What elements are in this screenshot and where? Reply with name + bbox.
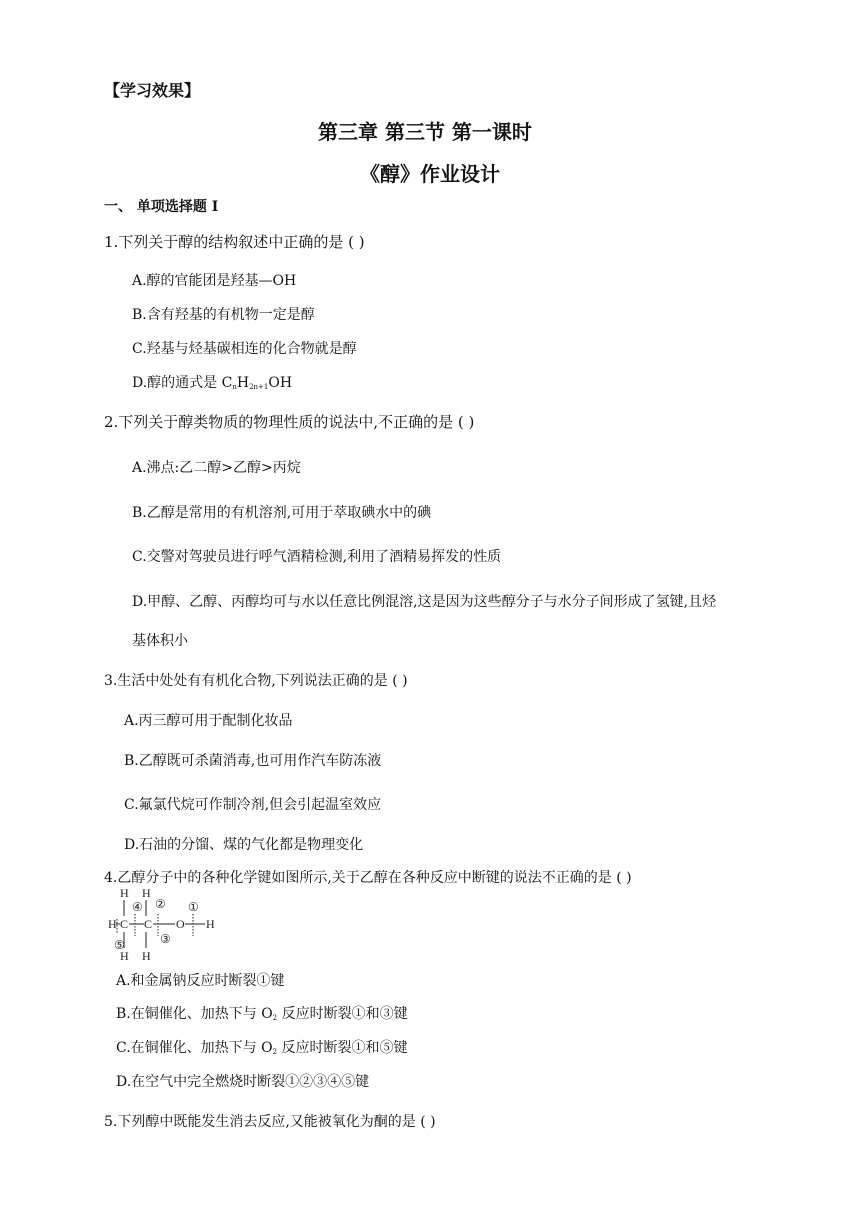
part-heading: 一、 单项选择题 I (104, 199, 219, 215)
question-4-option-c: C.在铜催化、加热下与 $O_2$ 反应时断裂①和⑤键 (116, 1040, 408, 1056)
question-2-option-d-continued: 基体积小 (132, 633, 188, 649)
question-3-option-a: A.丙三醇可用于配制化妆品 (124, 713, 293, 729)
section-tag: 【学习效果】 (104, 81, 201, 100)
question-1-option-b: B.含有羟基的有机物一定是醇 (132, 307, 315, 323)
atom-o: O (176, 917, 185, 931)
question-2-option-a: A.沸点:乙二醇>乙醇>丙烷 (132, 460, 301, 476)
question-2-option-b: B.乙醇是常用的有机溶剂,可用于萃取碘水中的碘 (132, 505, 432, 521)
bond-label-1: ① (188, 900, 199, 914)
question-4-stem: 4.乙醇分子中的各种化学键如图所示,关于乙醇在各种反应中断键的说法不正确的是 ( ) (104, 870, 632, 886)
atom-c-2: C (144, 917, 153, 931)
question-4-option-b: B.在铜催化、加热下与 $O_2$ 反应时断裂①和③键 (116, 1006, 408, 1022)
bond-label-5: ⑤ (114, 938, 125, 952)
page-title: 第三章 第三节 第一课时 (318, 120, 532, 144)
atom-h-top-2: H (142, 886, 151, 900)
atom-h-left: H (108, 917, 117, 931)
bond-label-3: ③ (160, 932, 171, 946)
question-5-stem: 5.下列醇中既能发生消去反应,又能被氧化为酮的是 ( ) (104, 1114, 436, 1130)
question-2-option-d: D.甲醇、乙醇、丙醇均可与水以任意比例混溶,这是因为这些醇分子与水分子间形成了氢键,且烃 (132, 594, 717, 610)
question-4-option-a: A.和金属钠反应时断裂①键 (116, 973, 285, 989)
atom-h-bottom-1: H (120, 949, 129, 962)
question-2-stem: 2.下列关于醇类物质的物理性质的说法中,不正确的是 ( ) (104, 413, 475, 431)
question-1-option-c: C.羟基与烃基碳相连的化合物就是醇 (132, 341, 357, 357)
bond-label-2: ② (155, 897, 166, 911)
atom-h-top-1: H (120, 886, 129, 900)
question-1-option-a: A.醇的官能团是羟基—OH (132, 273, 297, 289)
question-1-stem: 1.下列关于醇的结构叙述中正确的是 ( ) (104, 233, 365, 251)
question-3-stem: 3.生活中处处有有机化合物,下列说法正确的是 ( ) (104, 673, 408, 689)
bond-label-4: ④ (132, 900, 143, 914)
question-4-option-d: D.在空气中完全燃烧时断裂①②③④⑤键 (116, 1074, 370, 1090)
atom-c-1: C (120, 917, 129, 931)
ethanol-bond-diagram (104, 886, 224, 962)
question-2-option-c: C.交警对驾驶员进行呼气酒精检测,利用了酒精易挥发的性质 (132, 549, 502, 565)
page-subtitle: 《醇》作业设计 (360, 162, 500, 186)
question-1-option-d: D.醇的通式是 $C_nH_{2n+1}OH$ (132, 375, 293, 391)
atom-h-right: H (206, 917, 215, 931)
question-3-option-b: B.乙醇既可杀菌消毒,也可用作汽车防冻液 (124, 753, 382, 769)
atom-h-bottom-2: H (142, 949, 151, 962)
question-3-option-c: C.氟氯代烷可作制冷剂,但会引起温室效应 (124, 797, 382, 813)
question-3-option-d: D.石油的分馏、煤的气化都是物理变化 (124, 837, 364, 853)
